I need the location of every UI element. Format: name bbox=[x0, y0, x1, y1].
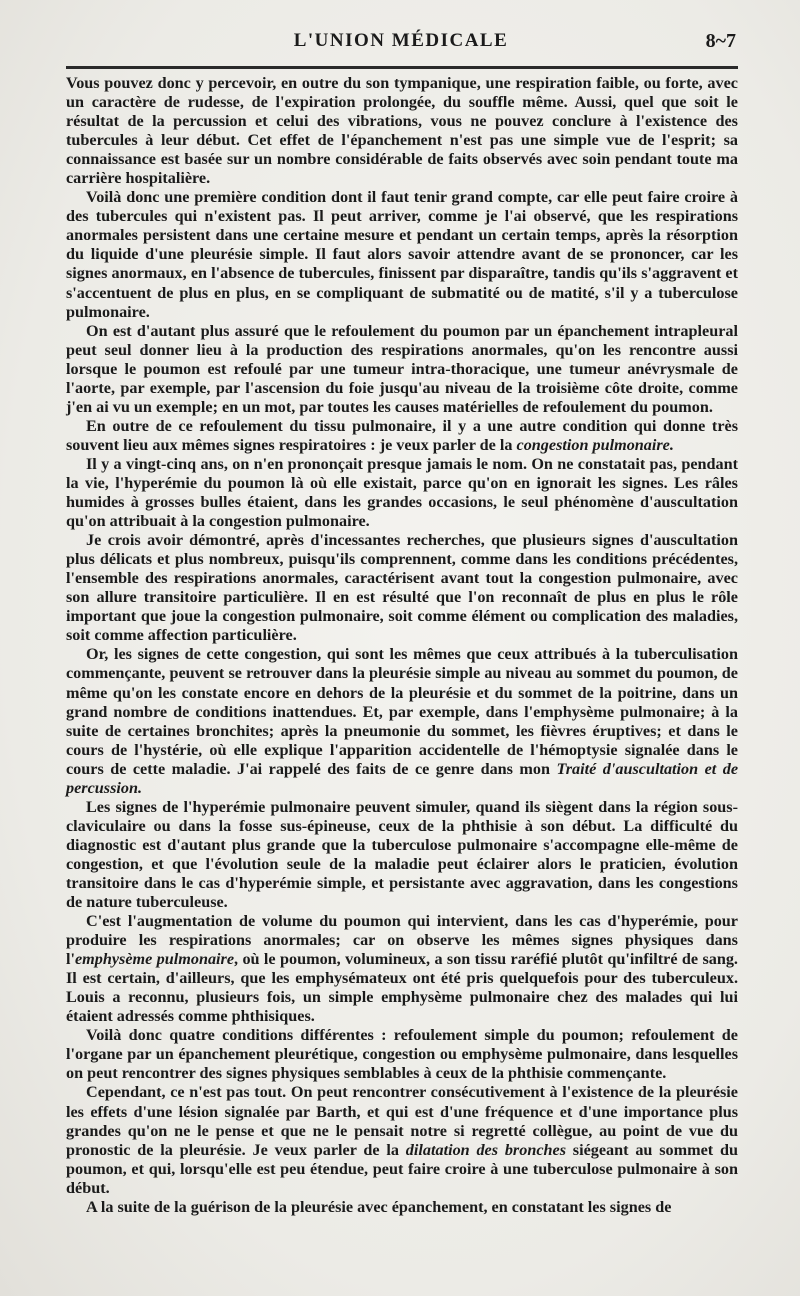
italic-text: congestion pulmonaire. bbox=[516, 435, 674, 454]
paragraph bbox=[66, 1083, 738, 1197]
paragraph bbox=[66, 417, 738, 455]
paragraph-text: Voilà donc une première condition dont il faut tenir grand compte, car elle peut faire croire à des tubercules qui n'existent pas. Il peut arriver, comme je l'ai observé, que les respirations anormales persistent dans une certaine mesure et pendant un certain temps, après la résorption du liquide d'une pleurésie simple. Il faut alors savoir attendre avant de se prononcer, car les signes anormaux, en l'absence de tubercules, finissent par disparaître, tandis qu'ils s'aggravent et s'accentuent de plus en plus, en se compliquant de submatité ou de matité, s'il y a tuberculose pulmonaire. bbox=[66, 188, 738, 321]
paragraph-text: C'est l'augmentation de volume du poumon qui intervient, dans les cas d'hyperémie, pour produire les respirations anormales; car on observe les mêmes signes physiques dans l' bbox=[66, 912, 738, 969]
paragraph-text: Il y a vingt-cinq ans, on n'en prononçait presque jamais le nom. On ne constatait pas, pendant la vie, l'hyperémie du poumon là où elle existait, parce qu'on en ignorait les signes. Les râles humides à grosses bulles étaient, dans les grandes occasions, le seul phénomène d'auscultation qu'on attribuait à la congestion pulmonaire. bbox=[66, 454, 738, 531]
paragraph-text: Je crois avoir démontré, après d'incessantes recherches, que plusieurs signes d'auscultation plus délicats et plus nombreux, puisqu'ils comprennent, comme dans les conditions précédentes, l'ensemble des respirations anormales, caractérisent avant tout la congestion pulmonaire, avec son allure transitoire particulière. Il en est résulté que l'on reconnaît de plus en plus le rôle important que joue la congestion pulmonaire, soit comme élément ou complication des maladies, soit comme affection particulière. bbox=[66, 531, 738, 645]
paragraph bbox=[66, 188, 738, 321]
paragraph bbox=[66, 912, 738, 1026]
running-title: L'UNION MÉDICALE bbox=[293, 30, 509, 51]
paragraph-text: On est d'autant plus assuré que le refoulement du poumon par un épanchement intrapleural peut seul donner lieu à la production des respirations anormales, qu'on les rencontre aussi lorsque le poumon est refoulé par une tumeur intra-thoracique, une tumeur anévrysmale de l'aorte, par exemple, par l'ascension du foie jusqu'au niveau de la troisième côte droite, comme j'en ai vu un exemple; en un mot, par toutes les causes matérielles de refoulement du poumon. bbox=[66, 321, 738, 416]
paragraph bbox=[66, 798, 738, 912]
paragraph bbox=[66, 74, 738, 188]
paragraph-text: , où le poumon, volumineux, a son tissu raréfié plutôt qu'infiltré de sang. Il est certain, d'ailleurs, que les emphysémateux ont été pris quelquefois pour des tuberculeux. Louis a reconnu, plusieurs fois, un simple emphysème pulmonaire chez des malades qui lui étaient adressés comme phthisiques. bbox=[66, 950, 738, 1026]
italic-text: dilatation des bronches bbox=[405, 1140, 566, 1159]
paragraph-text: Les signes de l'hyperémie pulmonaire peuvent simuler, quand ils siègent dans la région sous-claviculaire ou dans la fosse sus-épineuse, ceux de la phthisie à son début. La difficulté du diagnostic est d'autant plus grande que la tuberculose pulmonaire s'accompagne elle-même de congestion, et que l'évolution seule de la maladie peut éclairer alors le praticien, évolution transitoire dans le cas d'hyperémie simple, et persistante avec aggravation, dans les congestions de nature tuberculeuse. bbox=[66, 797, 738, 912]
page-header bbox=[66, 30, 736, 58]
paragraph bbox=[66, 1026, 738, 1083]
paragraph bbox=[66, 455, 738, 531]
page-number: 8~7 bbox=[705, 30, 736, 52]
paragraph-text: siégeant au sommet du poumon, et qui, lorsqu'elle est peu étendue, peut faire croire à une tuberculose pulmonaire à son début. bbox=[66, 1140, 738, 1197]
italic-text: Traité d'auscultation et de percussion. bbox=[66, 759, 739, 797]
paragraph-text: Vous pouvez donc y percevoir, en outre du son tympanique, une respiration faible, ou forte, avec un caractère de rudesse, de l'expiration prolongée, du souffle même. Aussi, quel que soit le résultat de la percussion et celui des vibrations, vous ne pouvez conclure à l'existence des tubercules à leur début. Cet effet de l'épanchement n'est pas une simple vue de l'esprit; sa connaissance est basée sur un nombre considérable de faits observés avec soin pendant toute ma carrière hospitalière. bbox=[66, 74, 738, 188]
italic-text: emphysème pulmonaire bbox=[75, 950, 235, 969]
header-rule bbox=[66, 66, 738, 69]
paragraph bbox=[66, 645, 738, 797]
paragraph-text: A la suite de la guérison de la pleurésie avec épanchement, en constatant les signes de bbox=[86, 1197, 672, 1216]
paragraph bbox=[66, 1198, 738, 1217]
paragraph-text: En outre de ce refoulement du tissu pulmonaire, il y a une autre condition qui donne très souvent lieu aux mêmes signes respiratoires : je veux parler de la bbox=[66, 416, 738, 454]
body-text bbox=[66, 74, 738, 1217]
paragraph-text: Or, les signes de cette congestion, qui sont les mêmes que ceux attribués à la tuberculisation commençante, peuvent se retrouver dans la pleurésie simple au niveau au sommet du poumon, de même qu'on les constate encore en dehors de la pleurésie et du sommet de la poitrine, dans un grand nombre de conditions inattendues. Et, par exemple, dans l'emphysème pulmonaire; à la suite de certaines bronchites; après la pneumonie du sommet, les fièvres éruptives; et dans le cours de l'hystérie, où elle explique l'apparition accidentelle de l'hémoptysie signalée dans le cours de cette maladie. J'ai rappelé des faits de ce genre dans mon bbox=[66, 645, 738, 778]
paragraph bbox=[66, 322, 738, 417]
paragraph-text: Cependant, ce n'est pas tout. On peut rencontrer consécutivement à l'existence de la pleurésie les effets d'une lésion signalée par Barth, et qui est d'une fréquence et d'une importance plus grandes qu'on ne le pense et que ne le pensait notre si regretté collègue, au point de vue du pronostic de la pleurésie. Je veux parler de la bbox=[66, 1083, 738, 1159]
paragraph-text: Voilà donc quatre conditions différentes : refoulement simple du poumon; refoulement de l'organe par un épanchement pleurétique, congestion ou emphysème pulmonaire, dans lesquelles on peut rencontrer des signes physiques semblables à ceux de la phthisie commençante. bbox=[66, 1026, 738, 1083]
paragraph bbox=[66, 531, 738, 645]
